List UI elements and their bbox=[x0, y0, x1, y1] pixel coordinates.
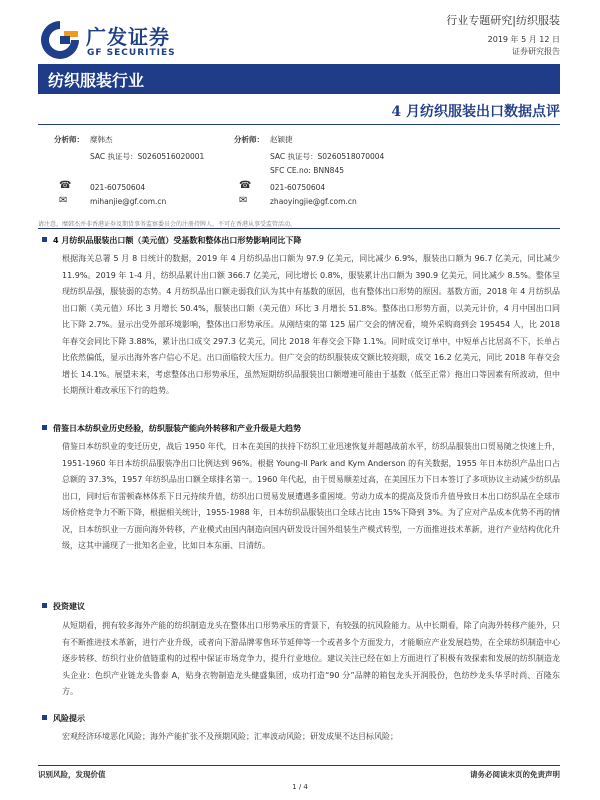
phone-icon: ☎ bbox=[59, 180, 72, 191]
report-title: 4 月纺织服装出口数据点评 bbox=[391, 104, 560, 120]
logo-text-en: GF SECURITIES bbox=[87, 48, 176, 58]
analyst-disclaimer: 请注意，糜韩杰并非香港证券及期货事务监察委员会的注册持牌人，不可在香港从事受监管活动。 bbox=[38, 221, 297, 228]
logo-mark-icon bbox=[38, 18, 82, 62]
section-title-4: 风险提示 bbox=[42, 713, 85, 724]
section-paragraph-4: 宏观经济环境恶化风险；海外产能扩张不及预期风险；汇率波动风险；研发成果不达目标风险； bbox=[62, 732, 398, 741]
analyst-2-label: 分析师： bbox=[234, 135, 264, 144]
analyst-divider bbox=[38, 228, 560, 229]
industry-title: 纺织服装行业 bbox=[48, 71, 145, 90]
analyst-1-sac: SAC 执证号：S0260516020001 bbox=[90, 152, 205, 161]
phone-icon: ☎ bbox=[239, 180, 252, 191]
analyst-2-sfc: SFC CE.no: BNN845 bbox=[270, 166, 344, 175]
industry-band bbox=[38, 64, 560, 94]
section-paragraph-3: 从短期看，拥有较多海外产能的纺织制造龙头在整体出口形势承压的背景下，有较强的抗风险能力。从中长期看，除了向海外转移产能外，只有不断推进技术革新，进行产业升级，或者向下游品牌零售环节延伸等一个或者多个方面发力，才能顺应产业发展趋势，在全球纺织制造中心逐步转移、纺织行业价值链重构的过程中保证市场竞争力，提升行业地位。建议关注已经在如上方面进行了积极有效探索和发展的纺织制造龙头企业：色织产业链龙头鲁泰 A，贴身衣物制造龙头健盛集团，成功打造“90 分”品牌的箱包龙头开润股份，色纺纱龙头华孚时尚、百隆东方。 bbox=[62, 621, 560, 696]
bullet-icon bbox=[42, 715, 47, 720]
email-icon: ✉ bbox=[239, 195, 248, 206]
company-logo bbox=[38, 18, 198, 64]
analyst-2-email[interactable]: zhaoyingjie@gf.com.cn bbox=[270, 197, 357, 206]
report-date: 2019 年 5 月 12 日 bbox=[487, 35, 560, 44]
section-paragraph-1: 根据海关总署 5 月 8 日统计的数据，2019 年 4 月纺织品出口额为 97.9 亿美元，同比减少 6.9%，服装出口额为 96.7 亿美元，同比减少 11.9%。2019 年 1-4 月，纺织品累计出口额 366.7 亿美元，同比增长 0.8%，服装累计出口额为 390.9 亿美元，同比减少 8.5%。整体呈现纺织品强，服装弱的态势。4 月纺织品出口额走弱我们认为其中有基数的原因，也有整体出口形势的原因。基数方面，2018 年 4 月纺织品出口额（美元值）环比 3 月增长 50.4%，服装出口额（美元值）环比 3 月增长 51.8%。整体出口形势方面，以美元计价，4 月中国出口同比下降 2.7%。显示出受外部环境影响，整体出口形势承压。从刚结束的第 125 届广交会的情况看，境外采购商到会 195454 人，比 2018 年春交会同比下降 3.88%，累计出口成交 297.3 亿美元，同比 2018 年春交会下降 1.1%。同时成交订单中，中短单占比居高不下，长单占比依然偏低，显示出海外客户信心不足。出口面临较大压力。但广交会的纺织服装成交额比较亮眼，成交 16.2 亿美元，同比 2018 年春交会增长 14.1%。展望未来，考虑整体出口形势承压，虽然短期纺织品服装出口额增速可能由于基数（低至正常）拖出口等因素有所波动，但中长期预计难改承压下行的趋势。 bbox=[62, 254, 560, 395]
analyst-2-phone: 021-60750604 bbox=[270, 183, 326, 192]
section-title-2: 借鉴日本纺织业历史经验，纺织服装产能向外转移和产业升级是大趋势 bbox=[42, 423, 301, 434]
analyst-1-name: 糜韩杰 bbox=[90, 135, 113, 144]
report-type: 证券研究报告 bbox=[512, 47, 560, 56]
section-title-3: 投资建议 bbox=[42, 601, 85, 612]
title-divider bbox=[38, 124, 560, 125]
logo-text-cn: 广发证券 bbox=[86, 25, 170, 49]
analyst-2-name: 赵颖捷 bbox=[270, 135, 293, 144]
bullet-icon bbox=[42, 237, 47, 242]
email-icon: ✉ bbox=[59, 195, 68, 206]
bullet-icon bbox=[42, 425, 47, 430]
bullet-icon bbox=[42, 603, 47, 608]
section-title-1: 4 月纺织品服装出口额（美元值）受基数和整体出口形势影响同比下降 bbox=[42, 235, 301, 246]
section-paragraph-2: 借鉴日本纺织业的变迁历史，战后 1950 年代，日本在美国的扶持下纺织工业迅速恢复并超越战前水平，纺织品服装出口贸易随之快速上升，1951-1960 年日本纺织品服装净出口比例达到 96%。根据 Young-Il Park and Kym Anderson 的有关数据，1955 年日本纺织产品出口占总额的 37.3%，1957 年纺织品出口额全球排名第一。1960 年代起，由于贸易顺差过高，在美国压力下日本签订了多项协议主动减少纺织品出口，同时后布雷顿森林体系下日元持续升值，纺织出口贸易发展遭遇多重困境。劳动力成本的提高及货币升值导致日本出口纺织品在全球市场价格竞争力不断下降，根据相关统计，1955-1988 年，日本纺织品服装出口全球占比由 15%下降到 3%。为了应对产品成本优势不再的情况，日本纺织业一方面向海外转移，产业模式由国内制造向国内研发设计国外组装生产模式转型，一方面推进技术革新，进行产业结构优化升级，这其中涌现了一批知名企业，比如日本东丽、日清纺。 bbox=[62, 442, 560, 550]
analyst-1-email[interactable]: mihanjie@gf.com.cn bbox=[90, 197, 167, 206]
footer-slogan: 识别风险，发现价值 bbox=[38, 770, 106, 779]
analyst-2-sac: SAC 执证号：S0260518070004 bbox=[270, 152, 385, 161]
report-category: 行业专题研究|纺织服装 bbox=[446, 14, 560, 27]
footer-divider bbox=[38, 765, 560, 766]
page-number: 1 / 4 bbox=[292, 783, 308, 791]
footer-disclaimer-link: 请务必阅读末页的免责声明 bbox=[470, 770, 560, 779]
analyst-1-label: 分析师： bbox=[54, 135, 84, 144]
analyst-1-phone: 021-60750604 bbox=[90, 183, 146, 192]
